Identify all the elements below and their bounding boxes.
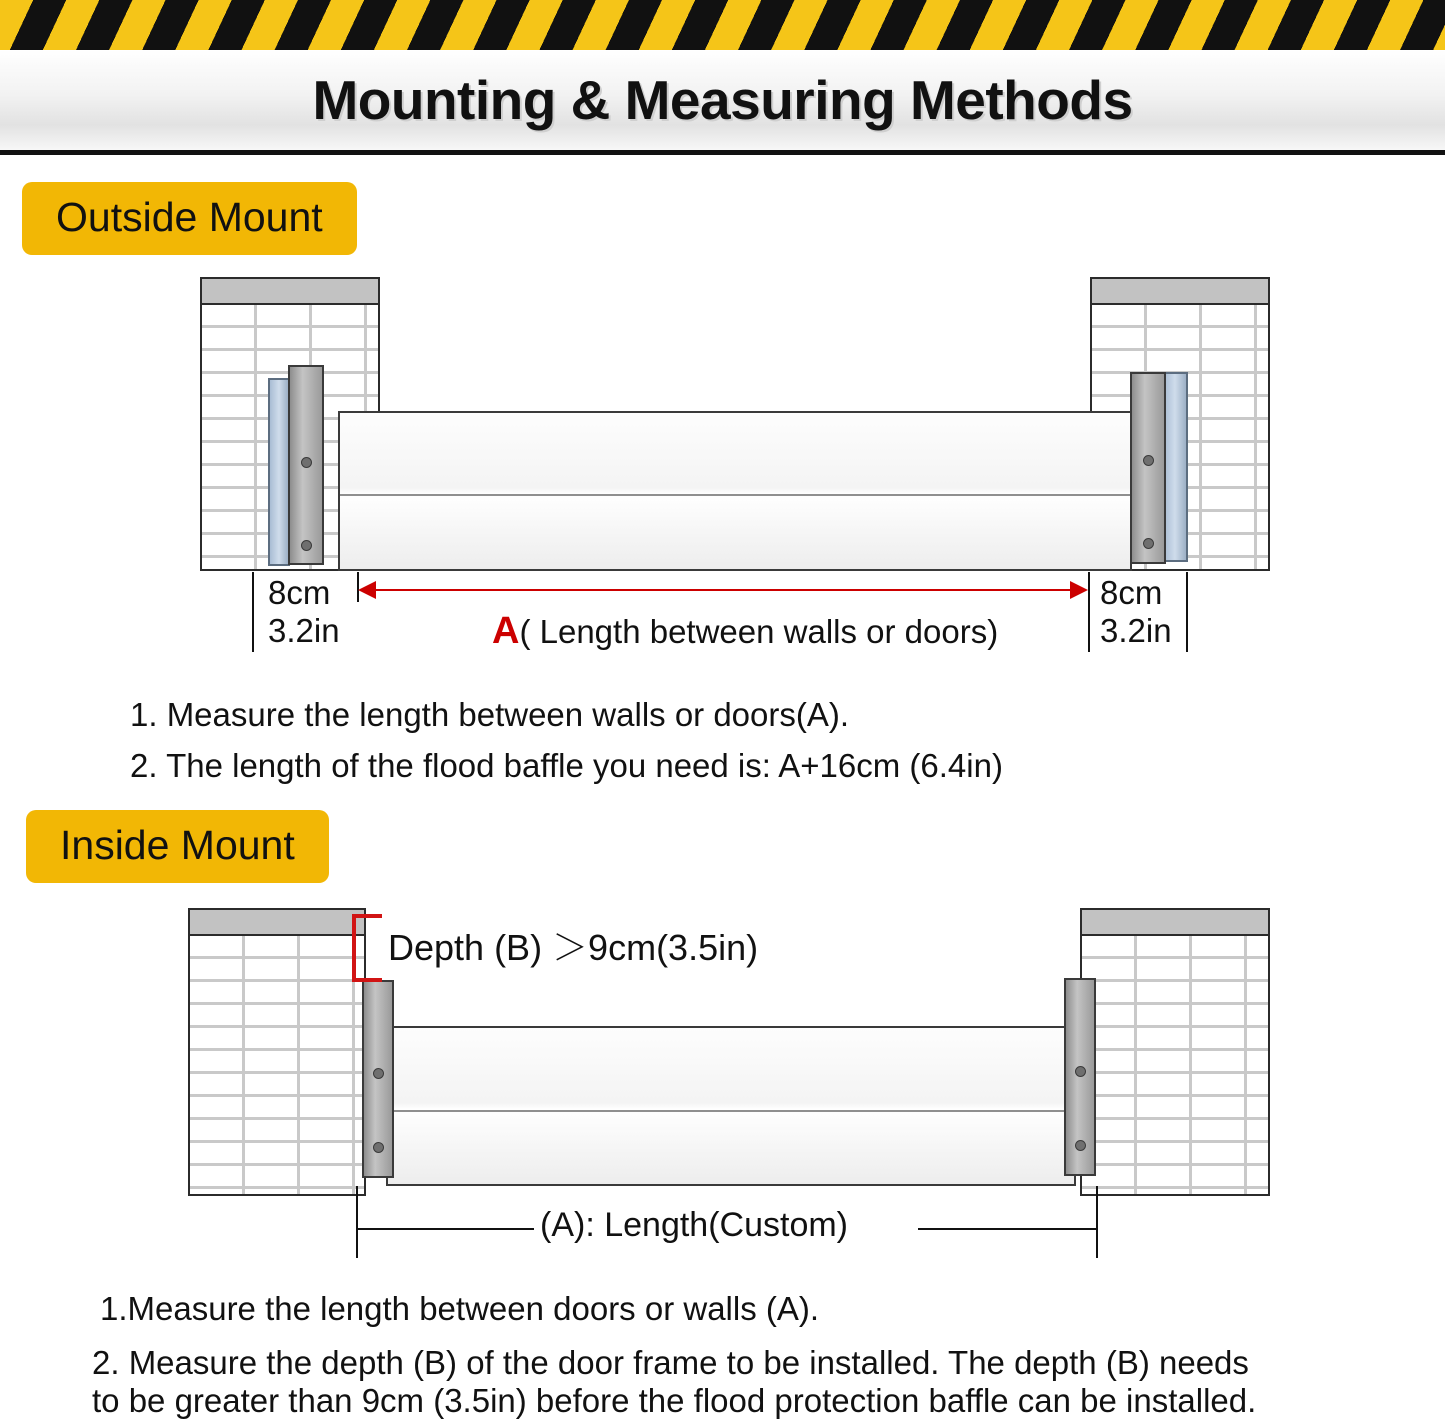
right-bracket-screw-upper (1143, 455, 1154, 466)
span-caption (492, 610, 998, 653)
baffle-seam-line (340, 494, 1130, 496)
inside-span-line-right (918, 1228, 1096, 1230)
inside-right-wall-cap (1080, 908, 1270, 936)
section-label-outside-mount-text: Outside Mount (22, 182, 357, 255)
inside-span-caption: (A): Length(Custom) (540, 1206, 848, 1244)
right-bracket-screw-lower (1143, 538, 1154, 549)
left-bracket-screw-upper (301, 457, 312, 468)
depth-marker-bracket (352, 914, 382, 982)
span-marker-label: A (492, 610, 520, 652)
left-bracket-seal (268, 378, 290, 566)
inside-flood-baffle-panel (386, 1026, 1076, 1186)
inside-note-1: 1.Measure the length between doors or walls (A). (100, 1290, 820, 1327)
inside-right-wall-brick (1080, 934, 1270, 1196)
inside-left-screw-upper (373, 1068, 384, 1079)
section-label-inside-mount-text: Inside Mount (26, 810, 329, 883)
page-header (0, 0, 1445, 155)
flood-baffle-panel (338, 411, 1132, 571)
left-wall-cap (200, 277, 380, 305)
hazard-stripe-banner (0, 0, 1445, 55)
inside-left-span-tick (356, 1186, 358, 1258)
right-offset-cm: 8cm (1100, 574, 1163, 611)
inside-note-2b: to be greater than 9cm (3.5in) before the flood protection baffle can be installed. (92, 1382, 1257, 1419)
inside-left-wall-brick (188, 934, 366, 1196)
left-offset-in: 3.2in (268, 612, 340, 649)
left-bracket-screw-lower (301, 540, 312, 551)
inside-note-2a: 2. Measure the depth (B) of the door frame to be installed. The depth (B) needs (92, 1344, 1249, 1381)
page-title: Mounting & Measuring Methods (312, 69, 1133, 131)
outside-note-1: 1. Measure the length between walls or doors(A). (130, 696, 850, 733)
right-offset-tick (1186, 572, 1188, 652)
outside-note-2: 2. The length of the flood baffle you need is: A+16cm (6.4in) (130, 747, 1003, 784)
section-label-inside-mount (26, 810, 329, 883)
section-label-outside-mount (22, 182, 357, 255)
right-bracket (1130, 372, 1166, 564)
inside-baffle-seam-line (388, 1110, 1074, 1112)
depth-note: Depth (B) ＞9cm(3.5in) (388, 927, 759, 968)
right-offset-in: 3.2in (1100, 612, 1172, 649)
span-dimension-line (372, 589, 1072, 591)
left-offset-tick (252, 572, 254, 652)
inside-left-screw-lower (373, 1142, 384, 1153)
span-caption-text: ( Length between walls or doors) (519, 613, 999, 650)
title-band (0, 50, 1445, 155)
right-span-tick (1088, 572, 1090, 652)
inside-span-line-left (356, 1228, 534, 1230)
span-arrow-right (1070, 581, 1088, 599)
inside-right-screw-lower (1075, 1140, 1086, 1151)
right-wall-cap (1090, 277, 1270, 305)
inside-right-span-tick (1096, 1186, 1098, 1258)
span-arrow-left (358, 581, 376, 599)
inside-right-screw-upper (1075, 1066, 1086, 1077)
inside-left-wall-cap (188, 908, 366, 936)
left-offset-cm: 8cm (268, 574, 331, 611)
